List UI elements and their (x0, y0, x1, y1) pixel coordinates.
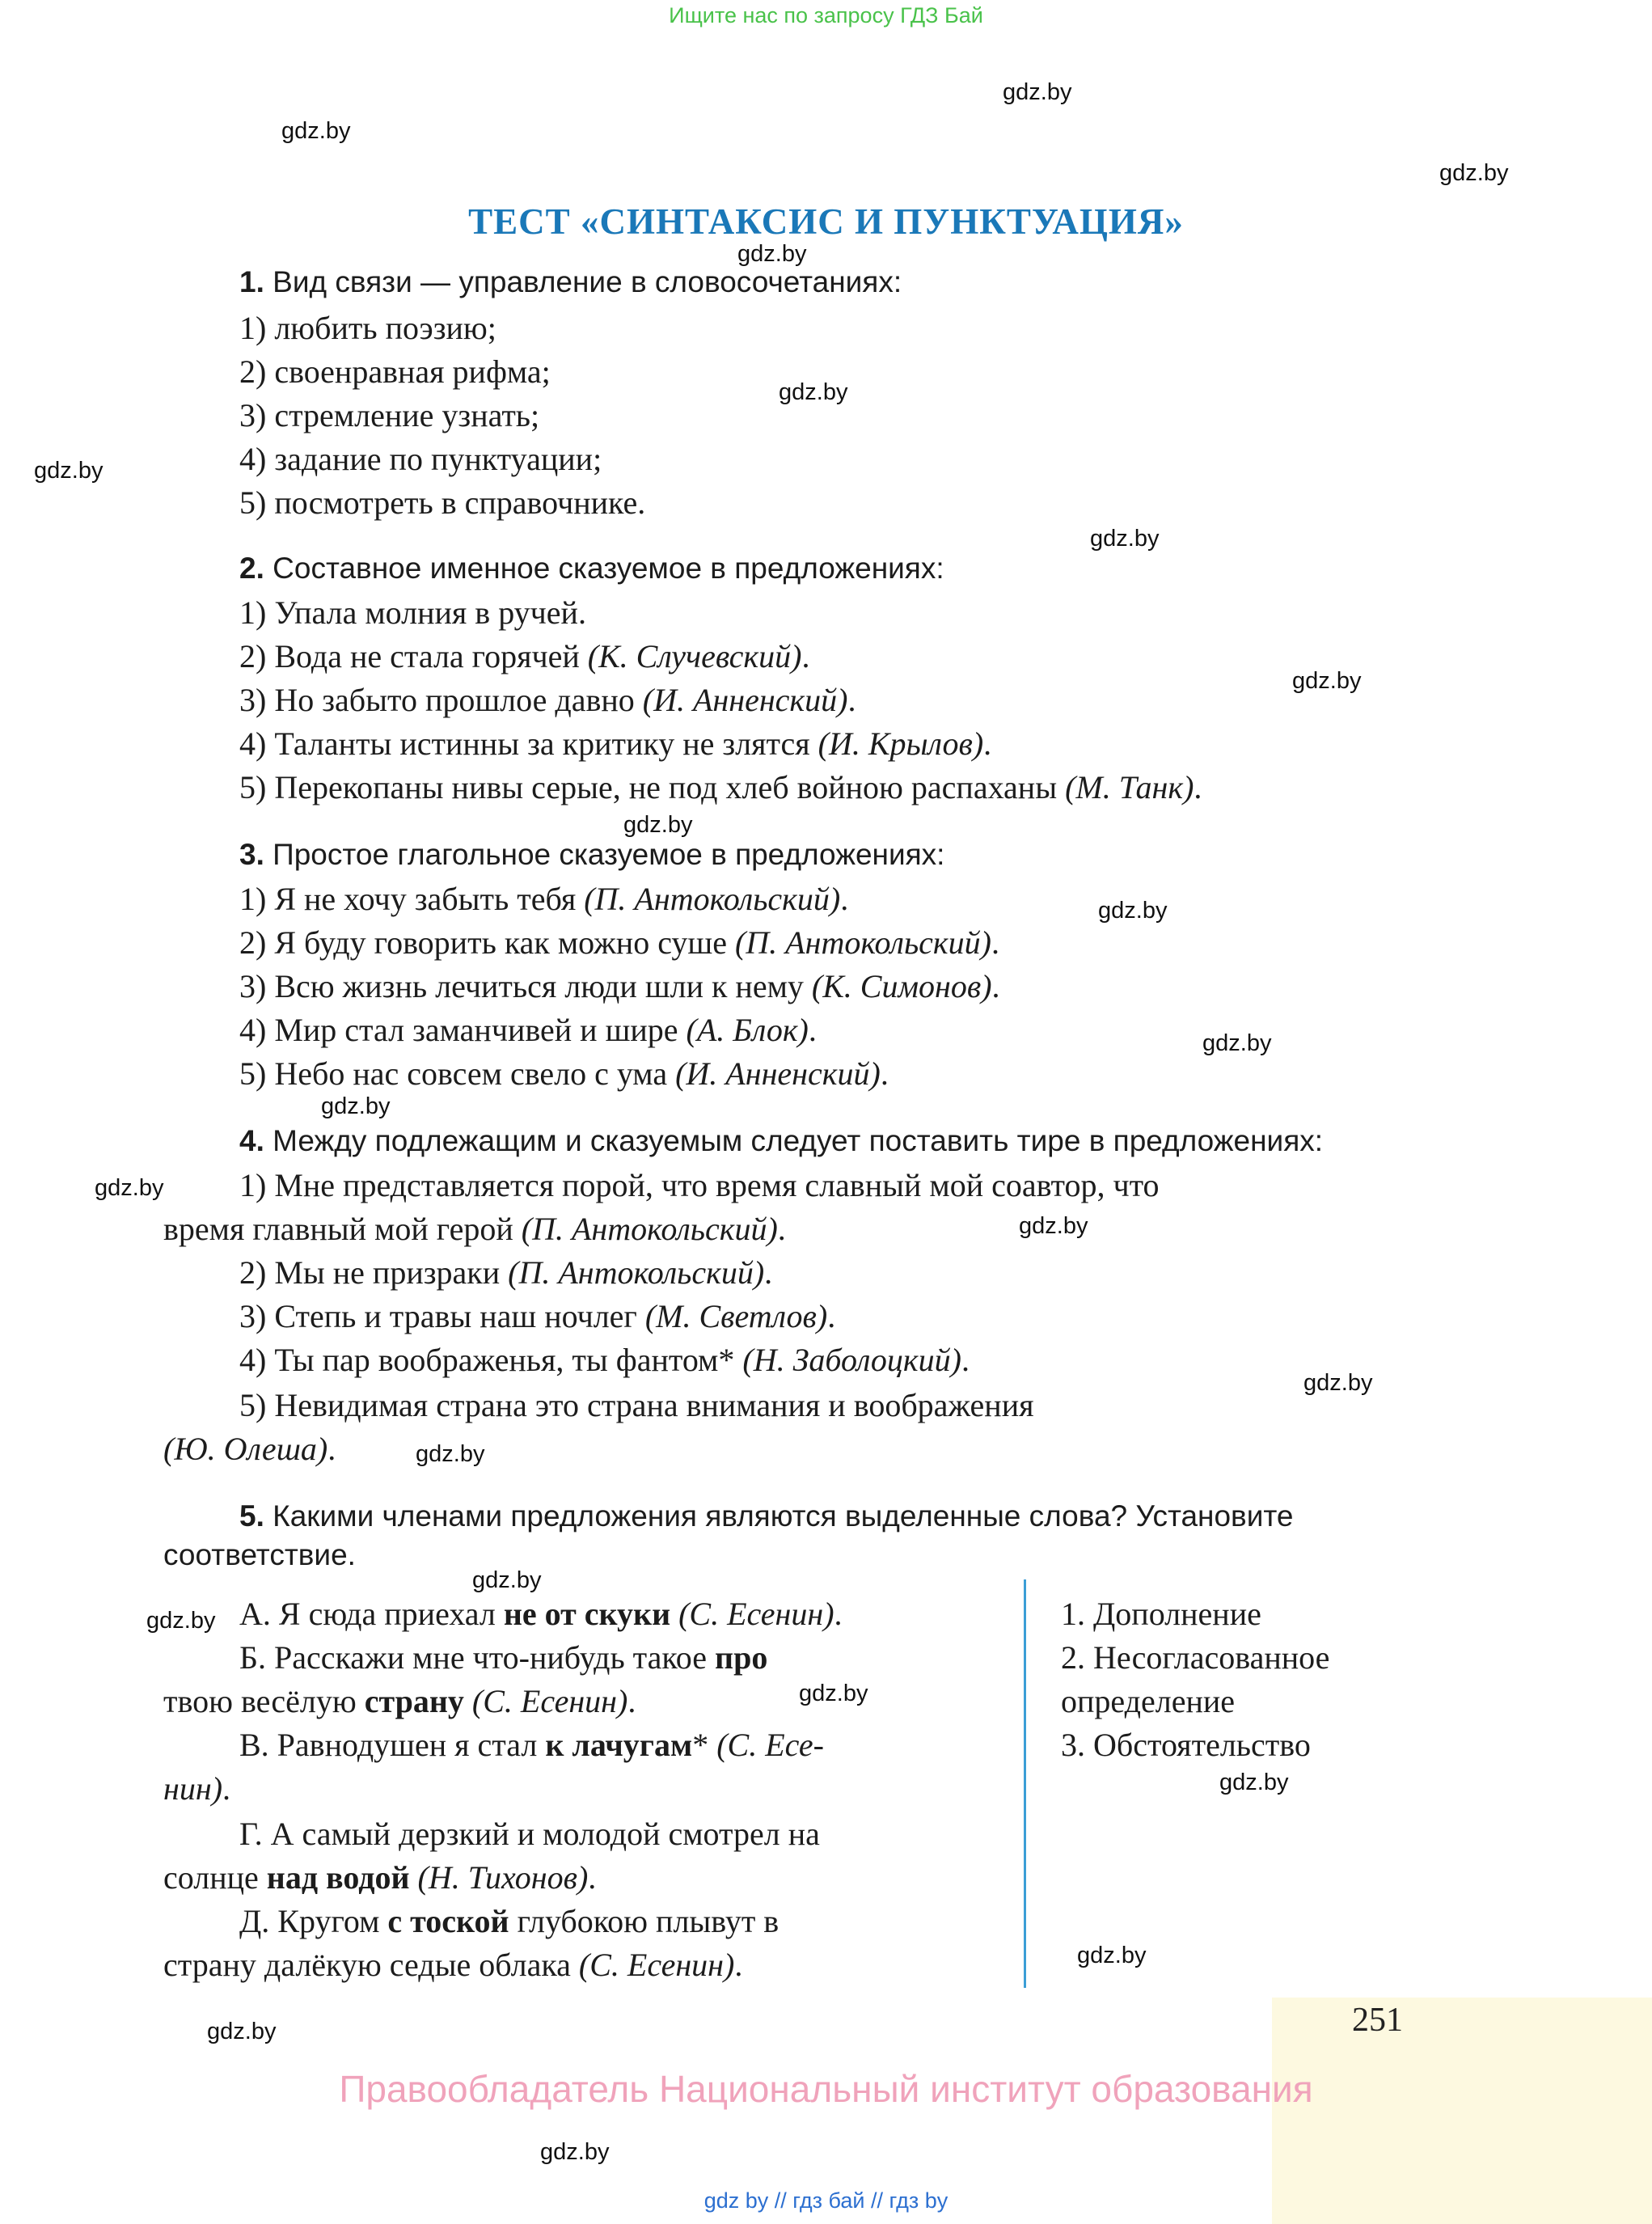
watermark: gdz.by (472, 1567, 542, 1593)
q3-option-3: 3) Всю жизнь лечиться люди шли к нему (К. Симонов). (239, 968, 1000, 1004)
watermark: gdz.by (737, 241, 807, 267)
author: (К. Случевский) (587, 638, 802, 674)
author: (П. Антокольский) (734, 924, 991, 961)
q1-option-3: 3) стремление узнать; (239, 397, 540, 433)
q5-item-b-line-2: твою весёлую страну (С. Есенин). (163, 1683, 636, 1719)
author: (Ю. Олеша) (163, 1431, 328, 1467)
copyright-notice: Правообладатель Национальный институт образования (339, 2068, 1313, 2110)
q3-option-2: 2) Я буду говорить как можно суше (П. Антокольский). (239, 924, 999, 961)
answer-3: 3. Обстоятельство (1061, 1727, 1311, 1763)
q1-option-2: 2) своенравная рифма; (239, 353, 551, 390)
q4-option-1-line-2: время главный мой герой (П. Антокольский). (163, 1211, 786, 1247)
author: (А. Блок) (686, 1012, 809, 1048)
watermark: gdz.by (1019, 1213, 1088, 1239)
author: (П. Антокольский) (508, 1254, 765, 1291)
question-text: Составное именное сказуемое в предложениях: (273, 552, 944, 585)
question-2 (239, 552, 944, 586)
q4-option-5-line-1: 5) Невидимая страна это страна внимания и воображения (239, 1387, 1034, 1423)
q4-option-4: 4) Ты пар воображенья, ты фантом* (Н. Заболоцкий). (239, 1342, 970, 1378)
page-title: ТЕСТ «СИНТАКСИС И ПУНКТУАЦИЯ» (468, 201, 1184, 242)
question-text: Между подлежащим и сказуемым следует поставить тире в предложениях: (273, 1124, 1324, 1157)
watermark: gdz.by (1219, 1769, 1289, 1795)
question-5 (239, 1499, 1294, 1533)
watermark: gdz.by (281, 118, 351, 144)
watermark: gdz.by (1292, 668, 1362, 694)
author: (И. Анненский) (642, 682, 848, 718)
q5-item-v-line-2: нин). (163, 1770, 231, 1807)
question-number: 1. (239, 265, 264, 298)
watermark: gdz.by (1098, 898, 1168, 924)
question-3 (239, 838, 944, 872)
author: (П. Антокольский) (584, 881, 841, 917)
watermark: gdz.by (799, 1681, 868, 1706)
question-1 (239, 265, 902, 299)
column-divider (1024, 1579, 1026, 1988)
footer-links[interactable]: gdz by // гдз бай // гдз by (703, 2188, 949, 2213)
q4-option-2: 2) Мы не призраки (П. Антокольский). (239, 1254, 773, 1291)
question-number: 5. (239, 1499, 264, 1533)
answer-2: 2. Несогласованное (1061, 1639, 1330, 1676)
q4-option-1-line-1: 1) Мне представляется порой, что время славный мой соавтор, что (239, 1167, 1160, 1203)
q3-option-1: 1) Я не хочу забыть тебя (П. Антокольский). (239, 881, 849, 917)
question-text: Какими членами предложения являются выделенные слова? Установите (273, 1499, 1294, 1533)
answer-1: 1. Дополнение (1061, 1596, 1261, 1632)
question-number: 3. (239, 838, 264, 871)
q5-item-d-line-1: Д. Кругом с тоской глубокою плывут в (239, 1903, 780, 1939)
q2-option-3: 3) Но забыто прошлое давно (И. Анненский). (239, 682, 856, 718)
q1-option-4: 4) задание по пунктуации; (239, 441, 602, 477)
q5-item-g-line-2: солнце над водой (Н. Тихонов). (163, 1859, 597, 1896)
q5-item-d-line-2: страну далёкую седые облака (С. Есенин). (163, 1947, 743, 1983)
q2-option-5: 5) Перекопаны нивы серые, не под хлеб войною распаханы (М. Танк). (239, 769, 1202, 805)
watermark: gdz.by (95, 1175, 164, 1201)
q2-option-2: 2) Вода не стала горячей (К. Случевский). (239, 638, 810, 674)
author: (М. Танк) (1065, 769, 1194, 805)
question-text: Простое глагольное сказуемое в предложениях: (273, 838, 945, 871)
question-text: Вид связи — управление в словосочетаниях: (273, 265, 902, 298)
author: (К. Симонов) (811, 968, 992, 1004)
q2-option-4: 4) Таланты истинны за критику не злятся (И. Крылов). (239, 725, 992, 762)
q3-option-5: 5) Небо нас совсем свело с ума (И. Анненский). (239, 1055, 889, 1092)
watermark: gdz.by (1439, 160, 1509, 186)
q1-option-1: 1) любить поэзию; (239, 310, 496, 346)
q5-item-b-line-1: Б. Расскажи мне что-нибудь такое про (239, 1639, 768, 1676)
author: (Н. Заболоцкий) (742, 1342, 961, 1378)
watermark: gdz.by (623, 812, 693, 838)
watermark: gdz.by (1090, 526, 1160, 552)
watermark: gdz.by (779, 379, 848, 405)
author: (И. Анненский) (675, 1055, 881, 1092)
author: (М. Светлов) (644, 1298, 828, 1334)
q5-item-g-line-1: Г. А самый дерзкий и молодой смотрел на (239, 1816, 820, 1852)
watermark: gdz.by (146, 1608, 216, 1634)
q5-item-v-line-1: В. Равнодушен я стал к лачугам* (С. Есе- (239, 1727, 824, 1763)
author: (П. Антокольский) (521, 1211, 778, 1247)
watermark: gdz.by (321, 1093, 391, 1119)
question-number: 2. (239, 552, 264, 585)
watermark: gdz.by (540, 2139, 610, 2165)
page-number: 251 (1352, 2002, 1403, 2039)
watermark: gdz.by (1303, 1370, 1373, 1396)
q5-item-a: А. Я сюда приехал не от скуки (С. Есенин). (239, 1596, 843, 1632)
watermark: gdz.by (207, 2019, 277, 2044)
q3-option-4: 4) Мир стал заманчивей и шире (А. Блок). (239, 1012, 817, 1048)
q1-option-5: 5) посмотреть в справочнике. (239, 484, 646, 521)
watermark: gdz.by (1003, 79, 1072, 105)
author: (И. Крылов) (818, 725, 984, 762)
watermark: gdz.by (1202, 1030, 1272, 1056)
q2-option-1: 1) Упала молния в ручей. (239, 594, 586, 631)
question-number: 4. (239, 1124, 264, 1157)
watermark: gdz.by (34, 458, 104, 484)
top-banner[interactable]: Ищите нас по запросу ГДЗ Бай (669, 3, 983, 27)
q4-option-5-line-2: (Ю. Олеша). (163, 1431, 336, 1467)
q4-option-3: 3) Степь и травы наш ночлег (М. Светлов). (239, 1298, 836, 1334)
answer-2-continued: определение (1061, 1683, 1236, 1719)
question-4 (239, 1124, 1323, 1158)
watermark: gdz.by (416, 1441, 485, 1467)
watermark: gdz.by (1077, 1943, 1147, 1968)
question-5-text-line-2: соответствие. (163, 1538, 356, 1571)
